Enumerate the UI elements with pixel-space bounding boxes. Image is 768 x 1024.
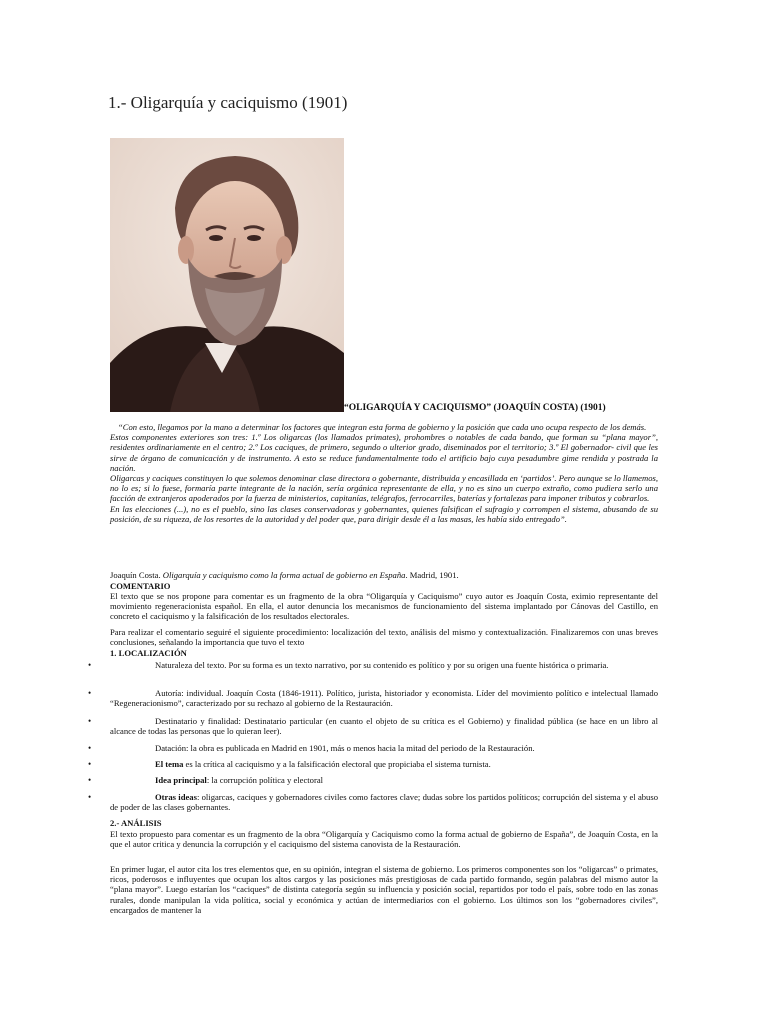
list-item-text: : oligarcas, caciques y gobernadores civiles como factores clave; dudas sobre los partidos políticos; corrupción del sistema y el abuso de poder de las clases gobernantes. [110, 792, 658, 813]
list-item [88, 743, 658, 753]
list-item [88, 660, 658, 670]
bullet-icon: • [88, 743, 92, 753]
quote-paragraph: En las elecciones (...), no es el pueblo, sino las clases conservadoras y gobernantes, quienes falsifican el sufragio y corrompen el sistema, abusando de su posición, de su riqueza, de los resortes de la autoridad y del poder que, para dirigir desde él a las masas, les había sido entregado”. [110, 503, 658, 524]
list-item-text: es la crítica al caciquismo y a la falsificación electoral que propiciaba el sistema turnista. [183, 759, 491, 769]
list-item-text: : la corrupción política y electoral [206, 775, 324, 785]
citation-author: Joaquín Costa. [110, 570, 163, 580]
citation [110, 570, 658, 580]
list-item [88, 792, 658, 813]
list-item-text: Destinatario y finalidad: Destinatario particular (en cuanto el objeto de su crítica es el Gobierno) y finalidad pública (se hace en un libro al alcance de todas las personas que lo quieran leer). [110, 716, 658, 737]
list-item [88, 716, 658, 737]
analisis-heading: 2.- ANÁLISIS [110, 818, 162, 828]
bullet-icon: • [88, 759, 92, 769]
list-item-label: Idea principal [155, 775, 207, 785]
bullet-icon: • [88, 716, 92, 726]
citation-place: . Madrid, 1901. [405, 570, 459, 580]
document-title: 1.- Oligarquía y caciquismo (1901) [108, 93, 348, 112]
comentario-paragraph: El texto que se nos propone para comentar es un fragmento de la obra “Oligarquía y Caciquismo” cuyo autor es Joaquín Costa, eximio representante del movimiento regeneracionista español. En ella, el autor denuncia los mecanismos de funcionamiento del sistema implantado por Cánovas del Castillo, en concreto el caciquismo y la falsificación de los resultados electorales. [110, 591, 658, 622]
comentario-heading: COMENTARIO [110, 581, 171, 591]
joaquin-costa-portrait-icon [110, 138, 344, 412]
quote-paragraph: Estos componentes exteriores son tres: 1.º Los oligarcas (los llamados primates), prohombres o notables de cada bando, que forman su “plana mayor”, residentes ordinariamente en el centro; 2.º Los caciques, de primero, segundo o ulterior grado, diseminados por el territorio; 3.º El gobernador- civil que les sirve de órgano de comunicación y de instrumento. A esto se reduce fundamentalmente todo el artificio bajo cuya pesadumbre gime rendida y postrada la nación. [110, 432, 658, 473]
bullet-icon: • [88, 775, 92, 785]
list-item [88, 759, 658, 769]
list-item-text: Naturaleza del texto. Por su forma es un texto narrativo, por su contenido es político y por su origen una fuente histórica o primaria. [155, 660, 609, 670]
analisis-paragraph: El texto propuesto para comentar es un fragmento de la obra “Oligarquía y Caciquismo como la forma actual de gobierno de España”, de Joaquín Costa, en la que el autor critica y denuncia la corrupción y el caciquismo del sistema canovista de la Restauración. [110, 829, 658, 850]
bullet-icon: • [88, 688, 92, 698]
work-heading: “OLIGARQUÍA Y CACIQUISMO” (JOAQUÍN COSTA) (1901) [344, 403, 606, 413]
quote-paragraph: Oligarcas y caciques constituyen lo que solemos denominar clase directora o gobernante, distribuida y encasillada en ‘partidos’. Pero aunque se lo llamemos, no lo es; si lo fuese, formaría parte integrante de la nación, sería orgánica representante de ella, y no es sino un cuerpo extraño, como pudiera serlo una facción de extranjeros apoderados por la fuerza de ministerios, capitanías, telégrafos, ferrocarriles, baterías y fortalezas para imponer tributos y cobrarlos. [110, 473, 658, 504]
list-item [88, 775, 658, 785]
quote-block [110, 422, 658, 524]
list-item-text: Datación: la obra es publicada en Madrid en 1901, más o menos hacia la mitad del periodo de la Restauración. [155, 743, 535, 753]
localizacion-heading: 1. LOCALIZACIÓN [110, 648, 187, 658]
portrait-image [110, 138, 344, 412]
procedure-paragraph: Para realizar el comentario seguiré el siguiente procedimiento: localización del texto, análisis del mismo y contextualización. Finalizaremos con unas breves conclusiones, señalando la importancia que tuvo el texto [110, 627, 658, 648]
list-item-label: El tema [155, 759, 184, 769]
quote-paragraph: “Con esto, llegamos por la mano a determinar los factores que integran esta forma de gobierno y la posición que cada uno ocupa respecto de los demás. [118, 422, 647, 432]
list-item-text: Autoría: individual. Joaquín Costa (1846-1911). Político, jurista, historiador y economista. Líder del movimiento político e intelectual llamado “Regeneracionismo”, caracterizado por su rechazo al gobierno de la Restauración. [110, 688, 658, 709]
citation-work: Oligarquía y caciquismo como la forma actual de gobierno en España [162, 570, 406, 580]
bullet-icon: • [88, 792, 92, 802]
list-item-label: Otras ideas [155, 792, 197, 802]
analisis-paragraph: En primer lugar, el autor cita los tres elementos que, en su opinión, integran el sistema de gobierno. Los primeros componentes son los “oligarcas” o primates, ricos, poderosos e influyentes que ocupan los altos cargos y las posiciones más prestigiosas de cada partido formando, según palabras del mismo autor la “plana mayor”. Luego estarían los “caciques” de distinta categoría según su influencia y posición social, repartidos por todo el país, sobre todo en las zonas rurales, donde manipulan la vida política, social y económica y actúan de intermediarios con el gobierno. Los últimos son los “gobernadores civiles”, encargados de mantener la [110, 864, 658, 915]
bullet-icon: • [88, 660, 92, 670]
list-item [88, 688, 658, 709]
